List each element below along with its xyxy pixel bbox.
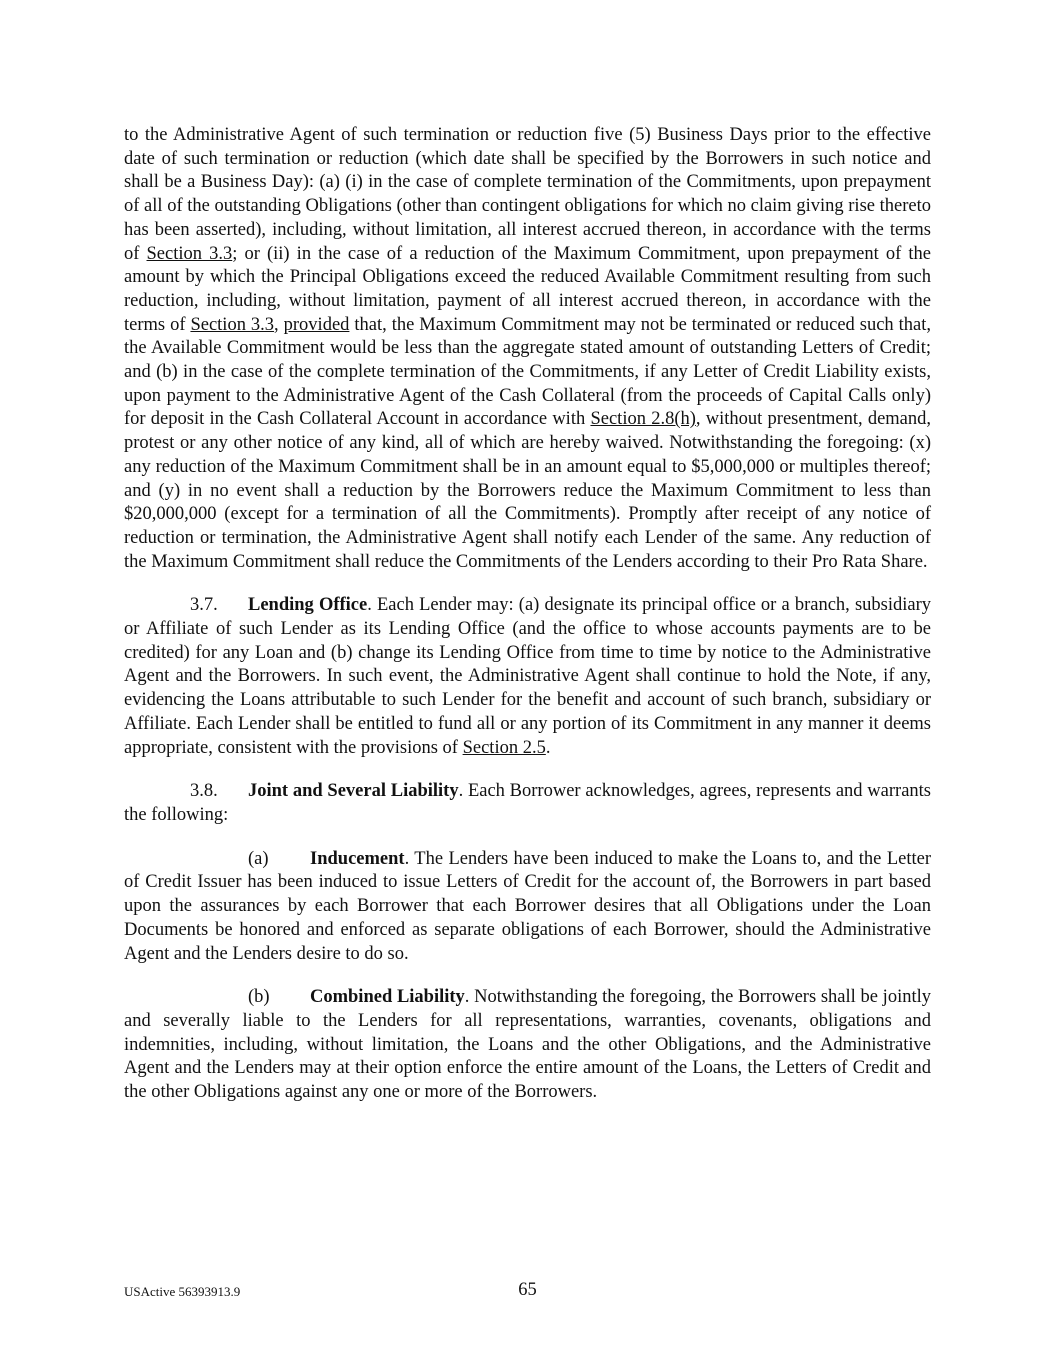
- section-number: 3.8.: [190, 781, 218, 802]
- defined-term-provided: provided: [283, 314, 350, 335]
- cross-reference: Section 3.3: [146, 243, 233, 264]
- subsection-label: (b): [248, 987, 270, 1008]
- section-3-7-lending-office: 3.7. Lending Office. Each Lender may: (a) designate its principal office or a branch, subsidiary or Affiliate of such Lender as its Lending Office (and the office to whose accounts payments are to be credited) for any Loan and (b) change its Lending Office from time to time by notice to the Administrative Agent and the Borrowers. In such event, the Administrative Agent shall continue to hold the Note, if any, evidencing the Loans attributable to such Lender for the benefit and account of such branch, subsidiary or Affiliate. Each Lender shall be entitled to fund all or any portion of its Commitment in any manner it deems appropriate, consistent with the provisions of Section 2.5.: [124, 595, 931, 758]
- document-body: [124, 124, 931, 1125]
- cross-reference: Section 3.3: [190, 314, 275, 335]
- section-3-8-joint-liability: 3.8. Joint and Several Liability. Each Borrower acknowledges, agrees, represents and warrants the following:: [124, 781, 931, 825]
- subsection-label: (a): [248, 848, 269, 869]
- paragraph-commitment-reduction: to the Administrative Agent of such termination or reduction five (5) Business Days prior to the effective date of such termination or reduction (which date shall be specified by the Borrowers in such notice and shall be a Business Day): (a) (i) in the case of complete termination of the Commitments, upon prepayment of all of the outstanding Obligations (other than contingent obligations for which no claim giving rise thereto has been asserted), including, without limitation, all interest accrued thereon, in accordance with the terms of Section 3.3; or (ii) in the case of a reduction of the Maximum Commitment, upon prepayment of the amount by which the Principal Obligations exceed the reduced Available Commitment resulting from such reduction, including, without limitation, payment of all interest accrued thereon, in accordance with the terms of Section 3.3, provided that, the Maximum Commitment may not be terminated or reduced such that, the Available Commitment would be less than the aggregate stated amount of outstanding Letters of Credit; and (b) in the case of the complete termination of the Commitments, if any Letter of Credit Liability exists, upon payment to the Administrative Agent of the Cash Collateral (from the proceeds of Capital Calls only) for deposit in the Cash Collateral Account in accordance with Section 2.8(h), without presentment, demand, protest or any other notice of any kind, all of which are hereby waived. Notwithstanding the foregoing: (x) any reduction of the Maximum Commitment shall be in an amount equal to $5,000,000 or multiples thereof; and (y) in no event shall a reduction by the Borrowers reduce the Maximum Commitment to less than $20,000,000 (except for a termination of all the Commitments). Promptly after receipt of any notice of reduction or termination, the Administrative Agent shall notify each Lender of the same. Any reduction of the Maximum Commitment shall reduce the Commitments of the Lenders according to their Pro Rata Share.: [124, 125, 932, 572]
- section-number: 3.7.: [190, 595, 218, 616]
- footer-document-id: USActive 56393913.9: [124, 1284, 241, 1299]
- cross-reference: Section 2.8(h): [590, 409, 696, 430]
- subsection-heading: Combined Liability: [310, 987, 465, 1008]
- subsection-b-combined-liability: (b) Combined Liability. Notwithstanding the foregoing, the Borrowers shall be jointly and severally liable to the Lenders for all representations, warranties, covenants, obligations and indemnities, including, without limitation, the Loans and the other Obligations, and the Administrative Agent and the Lenders may at their option enforce the entire amount of the Loans, the Letters of Credit and the other Obligations against any one or more of the Borrowers.: [124, 987, 931, 1103]
- cross-reference: Section 2.5: [462, 737, 546, 758]
- page-number: 65: [518, 1280, 537, 1300]
- section-heading: Joint and Several Liability: [248, 781, 459, 802]
- subsection-a-inducement: (a) Inducement. The Lenders have been induced to make the Loans to, and the Letter of Credit Issuer has been induced to issue Letters of Credit for the account of, the Borrowers in part based upon the assurances by each Borrower that each Borrower desires that all Obligations under the Loan Documents be honored and enforced as separate obligations of each Borrower, should the Administrative Agent and the Lenders desire to do so.: [124, 848, 931, 964]
- section-heading: Lending Office: [248, 595, 368, 616]
- subsection-heading: Inducement: [310, 848, 405, 869]
